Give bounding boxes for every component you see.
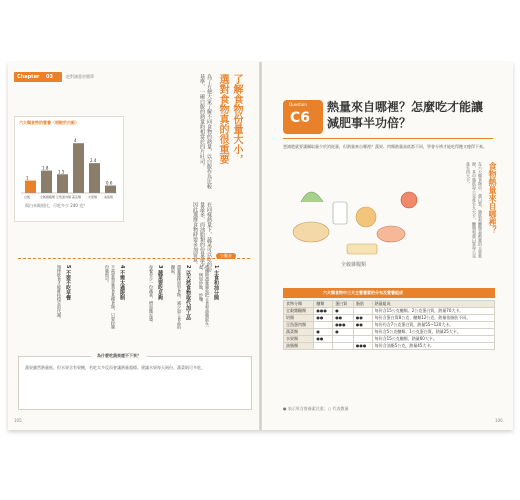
table-cell-protein xyxy=(333,336,354,343)
table-cell-protein: ●●● xyxy=(333,322,354,329)
chart-category-label: 全穀雜糧類 xyxy=(40,195,56,199)
chart-value-label: 4 xyxy=(74,138,77,144)
left-page xyxy=(8,62,260,430)
tips-tag: 小撇步 xyxy=(216,253,236,259)
table-cell-name: 水果類 xyxy=(284,336,314,343)
table-cell-note: 每份約含7公克蛋白質，熱量55~120大卡。 xyxy=(372,322,494,329)
tip-4-text: 不需要刻意禁食某種食物，只要控制份量即可。 xyxy=(105,265,116,329)
table-cell-carb: ●● xyxy=(314,336,333,343)
chart-category-label: 蔬菜類 xyxy=(72,195,82,199)
vegetable-icon xyxy=(301,192,323,202)
table-row xyxy=(284,336,495,343)
food-label: 全穀雜糧類 xyxy=(341,262,367,268)
tip-2-title: 2 以天然食物取代加工品 xyxy=(185,265,191,321)
intro-text: 想減肥就要讓攝取量少於消耗量，但熱量來自哪裡？蔬果、肉類熱量高低都不同，學會分辨才能吃得飽又瘦得下來。 xyxy=(283,144,487,149)
side-heading: 食物熱量來自哪裡？ xyxy=(488,162,497,234)
table-header-row xyxy=(284,301,495,308)
info-box xyxy=(18,353,252,410)
chart-bar xyxy=(73,143,84,193)
title-underline xyxy=(283,138,493,139)
table-cell-carb: ● xyxy=(314,329,333,336)
chart-card xyxy=(14,116,124,222)
tip-1-text: 吃飯時盡量避免把主食和油脂混在一起，例如炒飯、炒麵。 xyxy=(199,265,210,329)
body-text-2: 在同樣熱量下，蔬菜可以吃的份量最多，而油脂類的份量最少，因此選擇食物時要多加留意。 xyxy=(192,202,212,272)
tip-4-title: 4 不需太過限制 xyxy=(119,265,125,301)
info-box-text: 蔬果雖然熱量低，但水果含有果糖，若吃太多反而會讓熱量超標。建議水果每天兩份，蔬菜則可多吃。 xyxy=(25,365,205,370)
table-header-cell: 食物分類 xyxy=(284,301,314,308)
chapter-title: 吃對減重更簡單 xyxy=(66,74,94,79)
table-cell-note: 每份含油脂5公克，熱量45大卡。 xyxy=(372,343,494,350)
milk-bottle-icon xyxy=(333,202,347,224)
table-cell-carb xyxy=(314,322,333,329)
tips-divider xyxy=(18,258,250,259)
table-cell-protein xyxy=(333,343,354,350)
tip-5-text: 規律飲食才能維持穩定的代謝。 xyxy=(57,265,62,321)
table-header-cell: 醣類 xyxy=(314,301,333,308)
table-row xyxy=(284,343,495,350)
chapter-tab xyxy=(14,72,62,82)
badge-label: Question xyxy=(289,102,307,107)
chart-value-label: 0.6 xyxy=(106,180,113,186)
table-cell-carb: ●● xyxy=(314,315,333,322)
body-text-1: 為了方便大家了解不同食物的熱量，以白飯作為比較基準，一碗白飯的熱量約相當於四片吐司。 xyxy=(199,74,212,189)
egg-icon xyxy=(356,207,376,227)
table-header-cell: 脂肪 xyxy=(353,301,372,308)
chart-bar xyxy=(89,163,100,193)
table-cell-fat: ●● xyxy=(353,322,372,329)
bread-icon xyxy=(293,222,329,242)
table-cell-name: 油脂類 xyxy=(284,343,314,350)
chart-bar xyxy=(41,171,52,193)
table-header-cell: 熱量組成 xyxy=(372,301,494,308)
open-book xyxy=(8,62,513,430)
table-title: 六大類食物中三大主營養素的分布及營養組成 xyxy=(323,290,403,295)
table-cell-fat: ●●● xyxy=(353,343,372,350)
table-footnote: ● 表示所含營養素比重；○ 代表微量 xyxy=(283,406,349,411)
table-cell-note: 每份含蛋白質8公克、醣類12公克，熱量依脂肪不同。 xyxy=(372,315,494,322)
tip-1-title: 1 主食和油分開 xyxy=(213,265,219,301)
tip-5-title: 5 不要不吃早餐 xyxy=(65,265,71,301)
table-row xyxy=(284,322,495,329)
table-cell-name: 奶類 xyxy=(284,315,314,322)
table-cell-protein: ● xyxy=(333,308,354,315)
table-row xyxy=(284,308,495,315)
side-text: 在六大類食物中，蛋白質、脂肪和醣類是熱量的主要來源，其中脂肪每公克產生九大卡，醣類和蛋白質每公克產生四大卡。 xyxy=(466,162,483,258)
nutrition-table xyxy=(283,300,495,350)
table-cell-fat xyxy=(353,329,372,336)
question-title-line-2: 減肥事半功倍？ xyxy=(327,116,412,130)
chart-category-label: 水果類 xyxy=(88,195,98,199)
tip-3-title: 3 蔬菜要吃足夠 xyxy=(157,265,163,301)
oil-icon xyxy=(347,244,377,254)
chart-value-label: 2.4 xyxy=(90,158,97,164)
table-cell-note: 每份含15公克醣類，熱量60大卡。 xyxy=(372,336,494,343)
table-row xyxy=(284,315,495,322)
table-cell-name: 豆魚蛋肉類 xyxy=(284,322,314,329)
table-cell-protein: ●● xyxy=(333,315,354,322)
food-illustration xyxy=(281,162,431,272)
chart-bar xyxy=(57,174,68,193)
table-header-cell: 蛋白質 xyxy=(333,301,354,308)
table-cell-fat xyxy=(353,308,372,315)
info-box-title: 為什麼吃蔬果瘦不下來？ xyxy=(91,353,147,359)
right-page xyxy=(261,62,513,430)
table-cell-note: 每份含15公克醣類、2公克蛋白質，熱量70大卡。 xyxy=(372,308,494,315)
chart-category-label: 油脂類 xyxy=(104,195,114,199)
table-row xyxy=(284,329,495,336)
table-cell-fat: ●● xyxy=(353,315,372,322)
chart-category-label: 豆魚蛋肉類 xyxy=(56,195,72,199)
question-title-line-1: 熱量來自哪裡？怎麼吃才能讓 xyxy=(327,100,484,114)
table-cell-fat xyxy=(353,336,372,343)
main-heading-2: 選對食物真的很重要 xyxy=(217,74,228,164)
chart-bar xyxy=(105,186,116,193)
badge-code: C6 xyxy=(290,110,311,126)
chapter-number: 03 xyxy=(46,74,53,80)
table-cell-carb xyxy=(314,343,333,350)
main-heading-1: 了解食物份量大小， xyxy=(231,74,242,164)
tip-2-text: 盡量選擇原型食物，減少加工食品的攝取。 xyxy=(171,265,182,329)
meat-icon xyxy=(377,226,405,242)
tip-3-text: 每餐至少一份蔬菜，增加飽足感。 xyxy=(149,265,154,325)
left-page-number: 105 xyxy=(14,418,22,423)
question-badge xyxy=(283,100,323,134)
table-cell-name: 全穀雜糧類 xyxy=(284,308,314,315)
table-cell-note: 每份含5公克醣類、1公克蛋白質，熱量25大卡。 xyxy=(372,329,494,336)
table-cell-carb: ●●● xyxy=(314,308,333,315)
right-page-number: 106 xyxy=(495,418,503,423)
chart-caption: 與白米飯相比，可吃多少 240 克？ xyxy=(25,203,88,208)
chart-title: 六大類食物的營養（相較於白飯） xyxy=(19,120,79,125)
chart-category-label: 白飯 xyxy=(24,195,31,199)
chapter-label: Chapter xyxy=(17,74,40,80)
chart-value-label: 1.8 xyxy=(42,165,49,171)
fruit-icon xyxy=(401,192,417,208)
nutrition-bar-chart xyxy=(17,129,121,199)
chart-value-label: 1 xyxy=(26,175,29,181)
table-cell-name: 蔬菜類 xyxy=(284,329,314,336)
table-cell-protein: ● xyxy=(333,329,354,336)
table-title-bar xyxy=(283,288,495,298)
chart-bar xyxy=(25,181,36,193)
chart-value-label: 1.5 xyxy=(58,169,65,175)
